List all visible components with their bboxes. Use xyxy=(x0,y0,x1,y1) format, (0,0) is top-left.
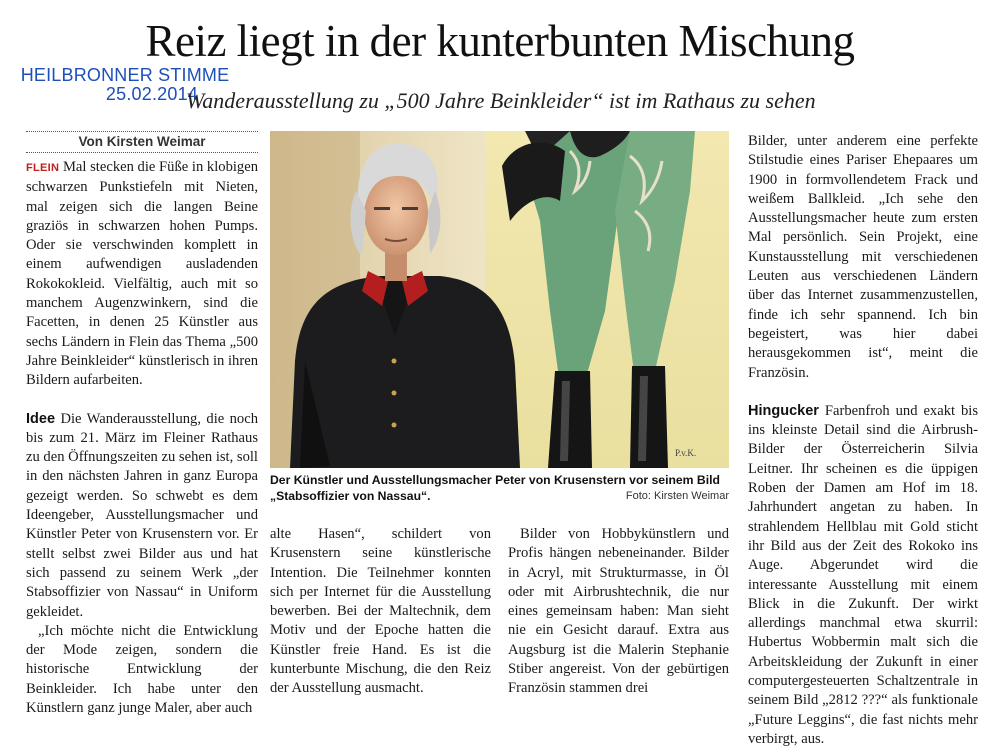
paragraph-intro-text: Mal stecken die Füße in klobigen schwarzen Punkstiefeln mit Nieten, mal zeigen sich die langen Beine graziös in schwarzen hohen Pumps. Oder sie verschwinden komplett in einem aufwendigen ausladenden Rokokokleid. Vielfältig, auch mit so manchem Augenzwinkern, sind die Facetten, in denen 25 Künstler aus sechs Ländern in Flein das Thema „500 Jahre Beinkleider“ künstlerisch in ihren Bildern aufarbeiten. xyxy=(26,159,258,389)
publication-date: 25.02.2014 xyxy=(105,84,198,104)
caption-line-2: „Stabsoffizier von Nassau“. xyxy=(270,489,431,503)
paragraph-hingucker-text: Farbenfroh und exakt bis ins kleinste Detail sind die Airbrush-Bilder der Österreicherin Silvia Leitner. Ihr scheinen es die üppigen Roben der Damen am Hof im 18. Jahrhundert angetan zu haben. In strahlendem Hellblau mit Gold sticht ihr Bild aus der Zeit des Rokoko ins Auge. Abgerundet wird die interessante Ausstellung mit einem Blick in die Zukunft. Der wirkt allerdings manchmal etwa skurril: Hubertus Wobbermin malt sich die Arbeitskleidung der Zukunft in einer computergesteuerten Schaltzentrale in seinem Bild „2812 ???“ als funktionale „Future Leggins“, die fast nichts mehr verbirgt, aus. xyxy=(748,402,978,747)
subheading-hingucker: Hingucker xyxy=(748,402,819,419)
paragraph-col4-a: Bilder, unter anderem eine perfekte Stilstudie eines Pariser Ehepaares um 1900 in formvollendetem Frack und weißem Ballkleid. „Ich sehe den Ausstellungsmacher heute zum ersten Mal persönlich. Sein Projekt, eine Kunstausstellung mit verschiedenen Leuten aus verschiedenen Ländern über das Internet zusammenzustellen, finde ich sehr spannend. Ich bin begeistert, was hier dabei herausgekommen ist“, meint die Französin. xyxy=(748,133,978,381)
photo-credit: Foto: Kirsten Weimar xyxy=(625,490,729,502)
paragraph-col3: Bilder von Hobbykünstlern und Profis hängen nebeneinander. Bilder in Acryl, mit Strukturmasse, in Öl oder mit Airbrushtechnik, die nur eines gemeinsam haben: Man sieht nie ein Gesicht darauf. Extra aus Augsburg ist die Malerin Stephanie Stiber angereist. Von der gebürtigen Französin stammen drei xyxy=(508,526,729,697)
byline-rule-top xyxy=(26,131,258,132)
publication-name: HEILBRONNER STIMME xyxy=(20,65,230,85)
column-4 xyxy=(748,132,978,749)
paragraph-intro xyxy=(26,158,258,391)
photo-caption xyxy=(270,472,729,504)
paragraph-hingucker xyxy=(748,402,978,749)
subheading-idee: Idee xyxy=(26,410,56,427)
byline: Von Kirsten Weimar xyxy=(78,134,206,149)
column-1 xyxy=(26,158,258,718)
byline-rule-bottom xyxy=(26,152,258,153)
subheadline: Wanderausstellung zu „500 Jahre Beinkleider“ ist im Rathaus zu sehen xyxy=(186,88,816,113)
caption-line-1: Der Künstler und Ausstellungsmacher Peter von Krusenstern vor seinem Bild xyxy=(270,473,720,487)
article-photo xyxy=(270,131,729,468)
column-3 xyxy=(508,525,729,699)
column-2 xyxy=(270,525,491,699)
headline: Reiz liegt in der kunterbunten Mischung xyxy=(145,16,855,66)
paragraph-quote: „Ich möchte nicht die Entwicklung der Mode zeigen, sondern die historische Entwicklung der Beinkleider. Ich habe unter den Künstlern ganz junge Maler, aber auch xyxy=(26,622,258,717)
paragraph-col2: alte Hasen“, schildert von Krusenstern seine künstlerische Intention. Die Teilnehmer konnten sich per Internet für die Ausstellung bewerben. Bei der Maltechnik, dem Motiv und der Epoche hatten die Künstler freie Hand. Es ist die kunterbunte Mischung, die den Reiz der Ausstellung ausmacht. xyxy=(270,526,491,697)
painting-signature: P.v.K. xyxy=(675,448,697,458)
paragraph-idee-text: Die Wanderausstellung, die noch bis zum 21. März im Fleiner Rathaus zu den Öffnungszeiten zu sehen ist, soll in den nächsten Jahren in ganz Europa gezeigt werden. So schwebt es dem Ideengeber, Ausstellungsmacher und Künstler Peter von Krusenstern vor. Er stellt selbst zwei Bilder aus und hat sich passend zu seinem Werk „der Stabsoffizier von Nassau“ in Uniform gekleidet. xyxy=(26,410,258,620)
paragraph-idee xyxy=(26,410,258,622)
dateline: FLEIN xyxy=(26,162,60,174)
